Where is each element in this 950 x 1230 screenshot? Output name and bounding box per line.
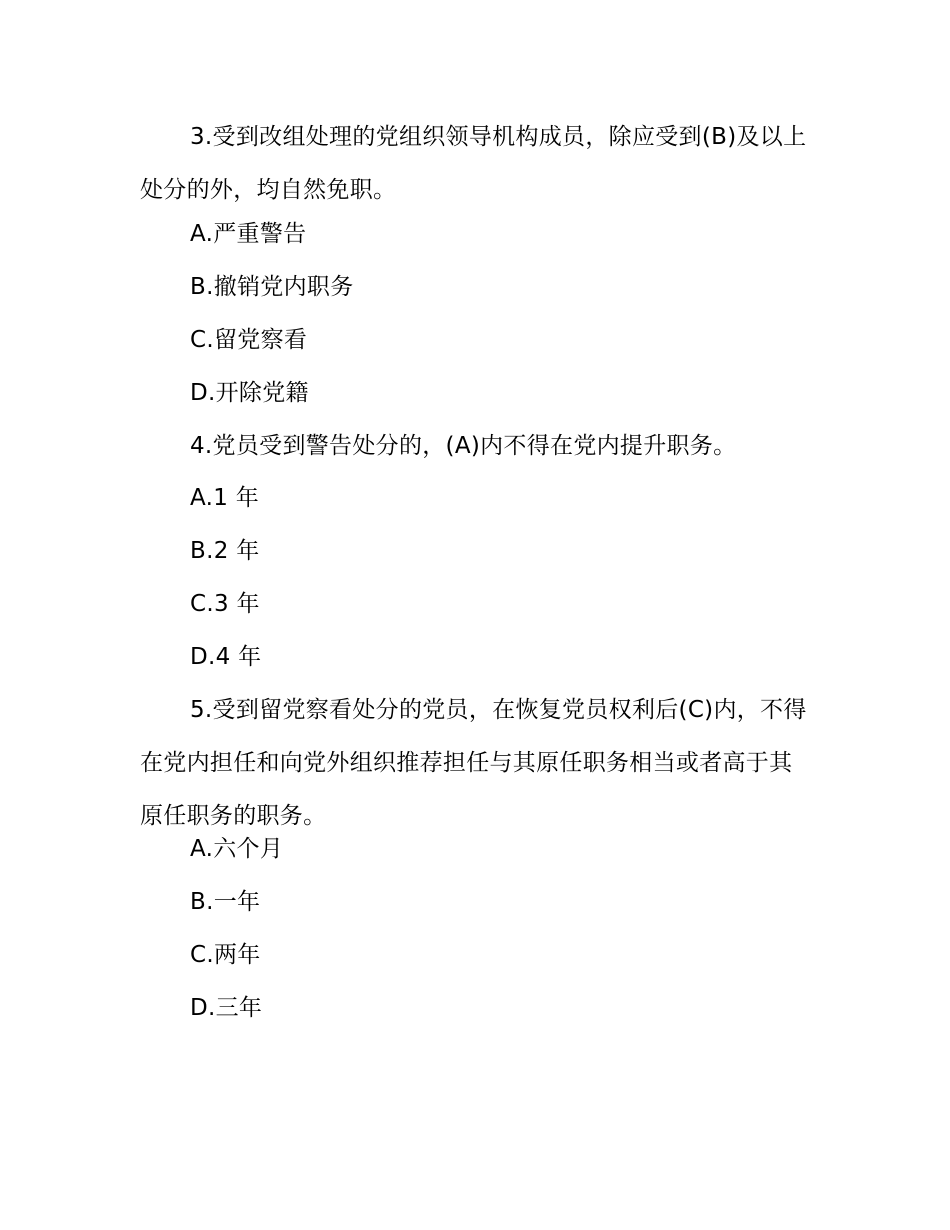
question-3-option-b: B.撤销党内职务: [190, 274, 354, 300]
question-5-option-c: C.两年: [190, 942, 261, 968]
question-4-option-a: A.1 年: [190, 485, 260, 511]
question-4-option-b: B.2 年: [190, 538, 260, 564]
question-4-option-d: D.4 年: [190, 644, 262, 670]
question-4-stem: 4.党员受到警告处分的，(A)内不得在党内提升职务。: [190, 433, 737, 459]
question-5-option-a: A.六个月: [190, 836, 284, 862]
question-5-option-b: B.一年: [190, 889, 261, 915]
question-5-option-d: D.三年: [190, 995, 263, 1021]
question-5-stem: 5.受到留党察看处分的党员，在恢复党员权利后(C)内，不得在党内担任和向党外组织推荐担任与其原任职务相当或者高于其原任职务的职务。: [140, 697, 807, 829]
question-3-option-d: D.开除党籍: [190, 380, 309, 406]
question-3-stem: 3.受到改组处理的党组织领导机构成员，除应受到(B)及以上处分的外，均自然免职。: [140, 124, 807, 203]
question-3-option-c: C.留党察看: [190, 327, 308, 353]
question-4-option-c: C.3 年: [190, 591, 260, 617]
question-3-option-a: A.严重警告: [190, 221, 307, 247]
